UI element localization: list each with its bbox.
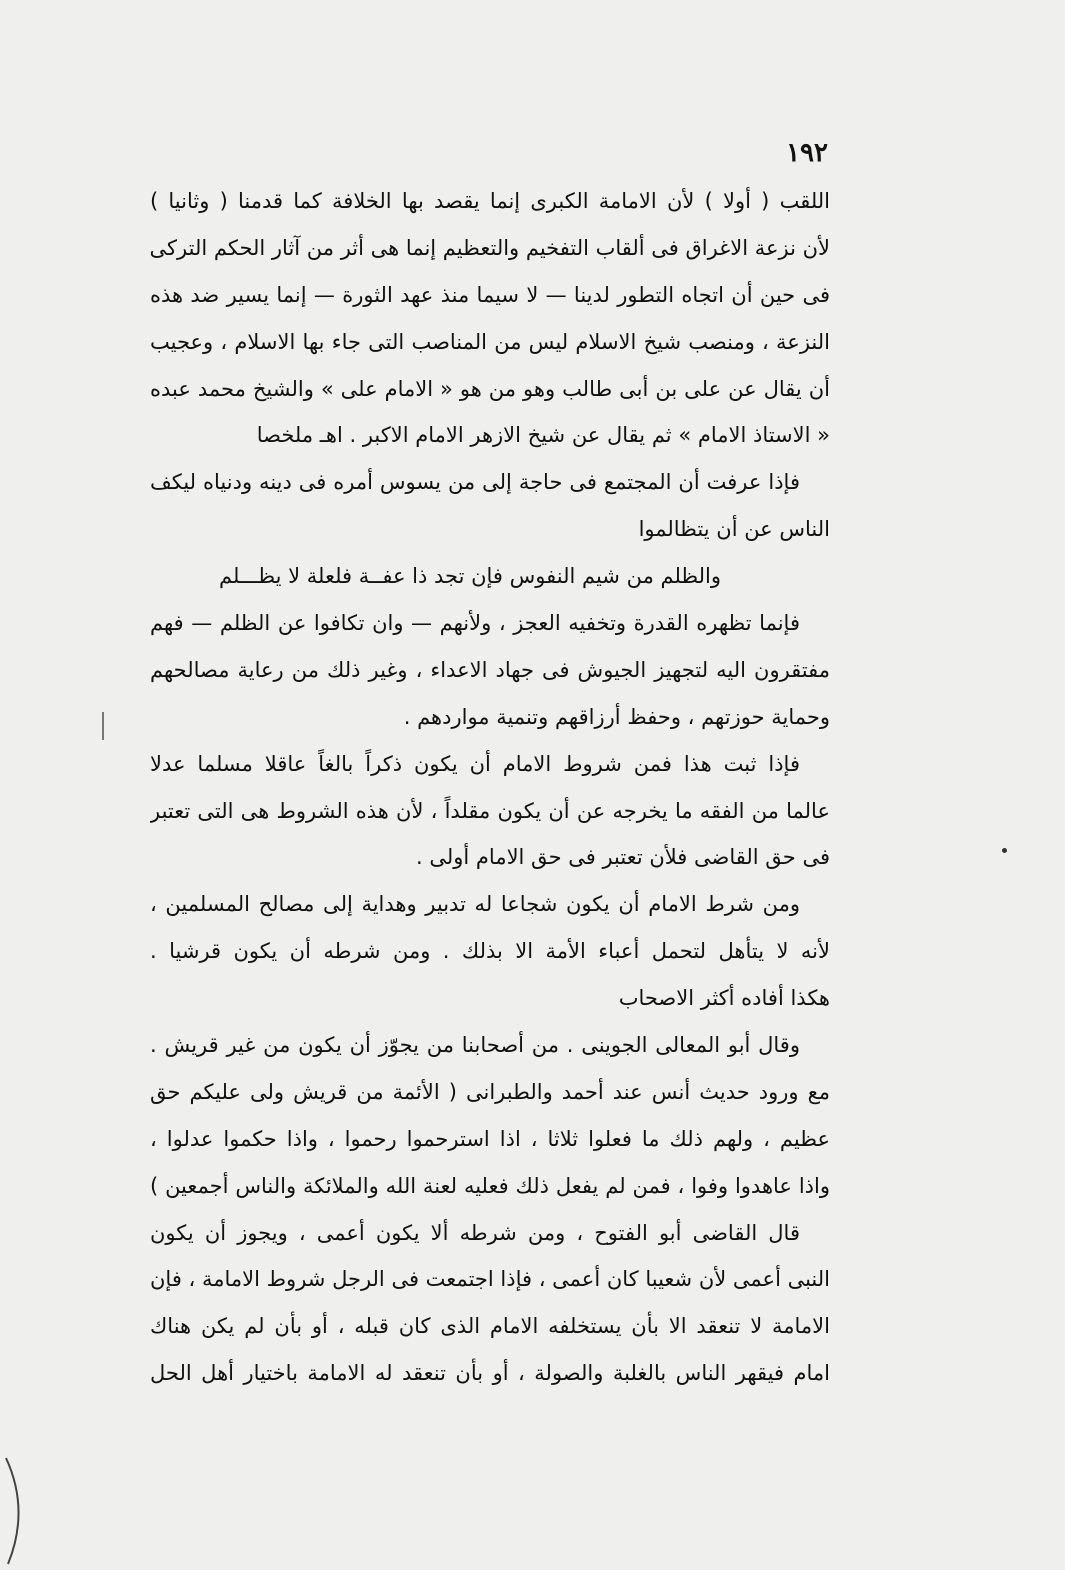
paragraph-start-line: ومن شرط الامام أن يكون شجاعا له تدبير وهداية إلى مصالح المسلمين ، bbox=[150, 892, 800, 917]
text-line: النبى أعمى لأن شعيبا كان أعمى ، فإذا اجتمعت فى الرجل شروط الامامة ، فإن bbox=[150, 1267, 830, 1292]
text-line: فى حين أن اتجاه التطور لدينا — لا سيما منذ عهد الثورة — إنما يسير ضد هذه bbox=[150, 282, 830, 307]
poetry-verse: والظلم من شيم النفوس فإن تجد ذا عفــة فلعلة لا يظـــلم bbox=[218, 564, 722, 589]
text-line: عظيم ، ولهم ذلك ما فعلوا ثلاثا ، اذا استرحموا رحموا ، واذا حكموا عدلوا ، bbox=[150, 1126, 830, 1151]
margin-pencil-mark bbox=[102, 712, 104, 740]
paragraph-start-line: فإنما تظهره القدرة وتخفيه العجز ، ولأنهم — وان تكافوا عن الظلم — فهم bbox=[150, 611, 800, 636]
margin-ink-dot bbox=[1002, 848, 1007, 853]
text-line: النزعة ، ومنصب شيخ الاسلام ليس من المناصب التى جاء بها الاسلام ، وعجيب bbox=[150, 329, 830, 354]
text-line: فى حق القاضى فلأن تعتبر فى حق الامام أولى . bbox=[416, 845, 830, 870]
text-line: امام فيقهر الناس بالغلبة والصولة ، أو بأن تنعقد له الامامة باختيار أهل الحل bbox=[150, 1361, 830, 1386]
text-line: اللقب ( أولا ) لأن الامامة الكبرى إنما يقصد بها الخلافة كما قدمنا ( وثانيا ) bbox=[150, 189, 830, 213]
page-number: ١٩٢ bbox=[786, 138, 828, 168]
paragraph-start-line: فإذا عرفت أن المجتمع فى حاجة إلى من يسوس أمره فى دينه ودنياه ليكف bbox=[150, 470, 800, 495]
paragraph-start-line: وقال أبو المعالى الجوينى . من أصحابنا من يجوّز أن يكون من غير قريش . bbox=[150, 1033, 800, 1058]
body-text bbox=[150, 178, 830, 1397]
page-curl-edge bbox=[0, 1450, 60, 1570]
text-line: عالما من الفقه ما يخرجه عن أن يكون مقلداً ، لأن هذه الشروط هى التى تعتبر bbox=[150, 798, 830, 823]
text-line: مفتقرون اليه لتجهيز الجيوش فى جهاد الاعداء ، وغير ذلك من رعاية مصالحهم bbox=[150, 657, 830, 682]
text-line: وحماية حوزتهم ، وحفظ أرزاقهم وتنمية مواردهم . bbox=[403, 704, 830, 729]
paragraph-start-line: فإذا ثبت هذا فمن شروط الامام أن يكون ذكراً بالغاً عاقلا مسلما عدلا bbox=[150, 751, 800, 776]
text-line: الناس عن أن يتظالموا bbox=[638, 517, 830, 542]
text-line: مع ورود حديث أنس عند أحمد والطبرانى ( الأئمة من قريش ولى عليكم حق bbox=[150, 1079, 830, 1104]
text-line: واذا عاهدوا وفوا ، فمن لم يفعل ذلك فعليه لعنة الله والملائكة والناس أجمعين ) bbox=[150, 1173, 830, 1198]
text-line: لأن نزعة الاغراق فى ألقاب التفخيم والتعظيم إنما هى أثر من آثار الحكم التركى bbox=[150, 235, 830, 260]
text-line: لأنه لا يتأهل لتحمل أعباء الأمة الا بذلك . ومن شرطه أن يكون قرشيا . bbox=[150, 939, 830, 964]
paragraph-start-line: قال القاضى أبو الفتوح ، ومن شرطه ألا يكون أعمى ، ويجوز أن يكون bbox=[150, 1220, 800, 1245]
text-line: « الاستاذ الامام » ثم يقال عن شيخ الازهر الامام الاكبر . اهـ ملخصا bbox=[256, 423, 830, 448]
text-line: الامامة لا تنعقد الا بأن يستخلفه الامام الذى كان قبله ، أو بأن لم يكن هناك bbox=[150, 1314, 830, 1339]
text-line: أن يقال عن على بن أبى طالب وهو من هو « الامام على » والشيخ محمد عبده bbox=[150, 376, 830, 401]
text-line: هكذا أفاده أكثر الاصحاب bbox=[618, 986, 830, 1011]
